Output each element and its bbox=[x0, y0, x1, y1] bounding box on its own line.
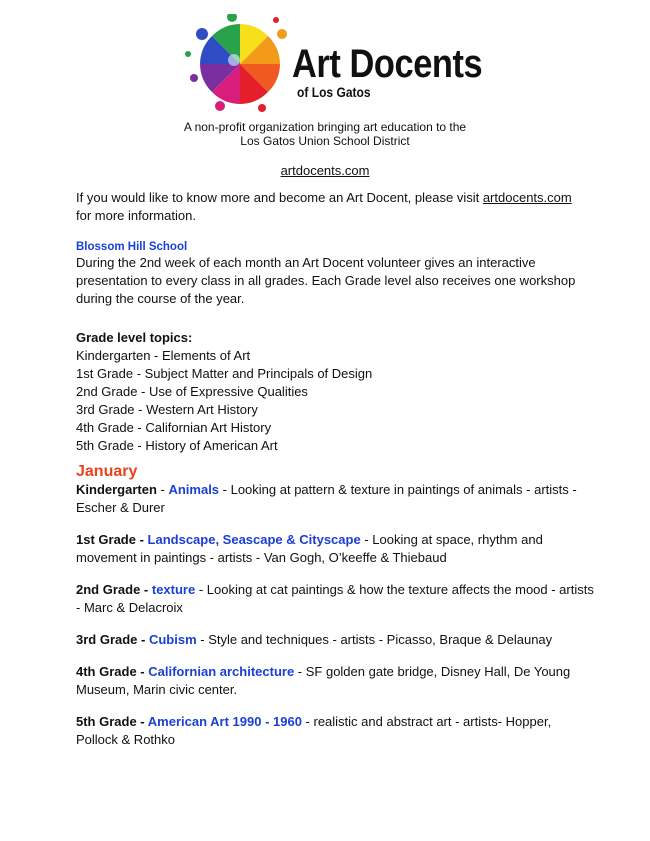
topics-list bbox=[76, 347, 596, 455]
entry-topic: texture bbox=[151, 582, 196, 597]
entry-topic: Animals bbox=[168, 482, 220, 497]
entry-topic: Cubism bbox=[148, 632, 197, 647]
topic-grade-3: 3rd Grade - Western Art History bbox=[76, 402, 258, 417]
intro-paragraph bbox=[76, 189, 596, 225]
schedule-entry-grade-5 bbox=[76, 713, 596, 749]
entry-detail: - SF golden gate bridge, Disney Hall, De Young Museum, Marin civic center. bbox=[76, 664, 571, 697]
schedule-entry-grade-4 bbox=[76, 663, 596, 699]
paint-splash-icon bbox=[180, 14, 300, 114]
entry-grade: 1st Grade - bbox=[76, 532, 148, 547]
logo bbox=[180, 14, 483, 114]
entry-topic: Californian architecture bbox=[148, 664, 295, 679]
entry-grade: 5th Grade - bbox=[76, 714, 148, 729]
intro-text: If you would like to know more and become an Art Docent, please visit bbox=[76, 190, 483, 205]
topic-grade-1: 1st Grade - Subject Matter and Principals of Design bbox=[76, 366, 373, 381]
school-description: During the 2nd week of each month an Art Docent volunteer gives an interactive presentation to every class in all grades. Each Grade level also receives one workshop during the course of the year. bbox=[76, 255, 576, 306]
entry-separator: - bbox=[156, 482, 169, 497]
topic-grade-5: 5th Grade - History of American Art bbox=[76, 438, 278, 453]
logo-subtitle: of Los Gatos bbox=[297, 84, 371, 100]
schedule-entry-grade-3 bbox=[76, 631, 596, 649]
entry-detail: - Looking at pattern & texture in paintings of animals - artists - Escher & Durer bbox=[76, 482, 577, 515]
entry-grade: Kindergarten bbox=[76, 482, 157, 497]
tagline-line-1: A non-profit organization bringing art education to the bbox=[183, 120, 467, 134]
entry-detail: - realistic and abstract art - artists- Hopper, Pollock & Rothko bbox=[76, 714, 552, 747]
topics-heading: Grade level topics: bbox=[76, 330, 193, 345]
logo-title: Art Docents bbox=[292, 42, 483, 86]
entry-grade: 2nd Grade - bbox=[76, 582, 152, 597]
entry-topic: American Art 1990 - 1960 bbox=[147, 714, 302, 729]
intro-link[interactable]: artdocents.com bbox=[482, 190, 572, 205]
website-link[interactable]: artdocents.com bbox=[280, 163, 370, 178]
topic-kindergarten: Kindergarten - Elements of Art bbox=[76, 348, 251, 363]
entry-detail: - Looking at cat paintings & how the texture affects the mood - artists - Marc & Delacroix bbox=[76, 582, 594, 615]
schedule-entry-grade-1 bbox=[76, 531, 596, 567]
tagline-line-2: Los Gatos Union School District bbox=[240, 134, 410, 148]
schedule-entry-grade-2 bbox=[76, 581, 596, 617]
tagline bbox=[0, 120, 650, 148]
month-heading: January bbox=[76, 463, 138, 480]
entry-grade: 3rd Grade - bbox=[76, 632, 149, 647]
entry-detail: - Style and techniques - artists - Picasso, Braque & Delaunay bbox=[196, 632, 553, 647]
entry-grade: 4th Grade - bbox=[76, 664, 149, 679]
schedule-entry-kindergarten bbox=[76, 481, 596, 517]
entry-detail: - Looking at space, rhythm and movement in paintings - artists - Van Gogh, O’keeffe & Thiebaud bbox=[76, 532, 543, 565]
document-body bbox=[76, 189, 596, 763]
topic-grade-4: 4th Grade - Californian Art History bbox=[76, 420, 272, 435]
intro-text-after: for more information. bbox=[76, 208, 196, 223]
entry-topic: Landscape, Seascape & Cityscape bbox=[147, 532, 361, 547]
topic-grade-2: 2nd Grade - Use of Expressive Qualities bbox=[76, 384, 308, 399]
school-name: Blossom Hill School bbox=[76, 241, 188, 253]
